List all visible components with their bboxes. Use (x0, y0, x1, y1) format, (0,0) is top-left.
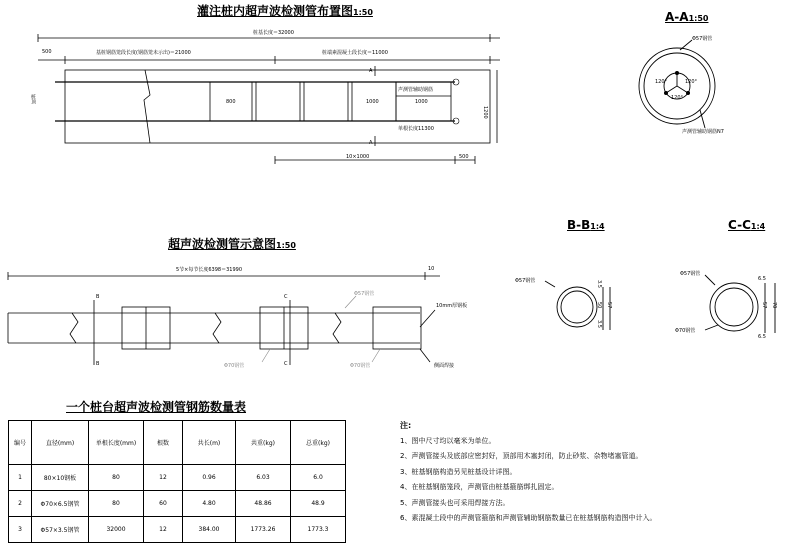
note-item: 4、在桩基钢筋笼段，声测管由桩基箍筋绑扎固定。 (400, 483, 559, 491)
cell: 12 (144, 465, 183, 491)
table-row (9, 465, 346, 491)
cc-pipe57-label: Φ57钢管 (680, 271, 701, 277)
th-total-weight: 总重(kg) (291, 421, 346, 465)
cell: 1 (9, 465, 32, 491)
dim-socket: 桩端素混凝土段长度＝11000 (322, 50, 388, 56)
section-aa-title: A-A1:50 (665, 10, 709, 24)
bb-dim-thk-bottom: 3.5 (596, 320, 602, 328)
dim-1000a: 1000 (366, 99, 379, 105)
bb-pipe-label: Φ57钢管 (515, 278, 536, 284)
cell: 2 (9, 491, 32, 517)
table-row (9, 491, 346, 517)
dim-left: 500 (42, 49, 52, 55)
note-item: 2、声测管接头及底部应密封好，顶部用木塞封闭，防止砂浆、杂物堵塞管道。 (400, 452, 643, 460)
cc-dim-57: 57 (761, 302, 767, 309)
notes-block (400, 418, 656, 527)
schematic-weld-label: 侧面焊接 (434, 363, 455, 369)
table-title: 一个桩台超声波检测管钢筋数量表 (66, 400, 247, 414)
cell: 32000 (89, 517, 144, 543)
dim-height: 1200 (482, 106, 488, 119)
dim-total: 桩基长度＝32000 (253, 30, 294, 36)
schematic-pipe70-label-2: Φ70钢管 (350, 363, 371, 369)
schematic-pipe57-label: Φ57钢管 (354, 291, 375, 297)
th-weight: 共重(kg) (236, 421, 291, 465)
aa-angle-1: 120° (655, 79, 668, 85)
cc-pipe70-label: Φ70钢管 (675, 328, 696, 334)
cell: 48.9 (291, 491, 346, 517)
section-mark-a-bottom: A (369, 140, 373, 146)
schematic-dim-total: 5节×每节长度6398＝31990 (176, 267, 243, 273)
layout-title: 灌注桩内超声波检测管布置图1:50 (197, 4, 373, 18)
aa-pipe-label: Φ57钢管 (692, 36, 713, 42)
cell: 1773.26 (236, 517, 291, 543)
cell: 12 (144, 517, 183, 543)
aa-angle-3: 120° (671, 95, 684, 101)
note-item: 6、素混凝土段中的声测管箍筋和声测管辅助钢筋数量已在桩基钢筋构造图中计入。 (400, 514, 657, 522)
cell: 60 (144, 491, 183, 517)
note-item: 3、桩基钢筋构造另见桩基设计详图。 (400, 467, 517, 476)
th-diameter: 直径(mm) (32, 421, 89, 465)
cc-dim-thk-bottom: 6.5 (758, 334, 766, 340)
dim-spacing: 10×1000 (346, 154, 370, 160)
label-single-length: 单根长度11300 (398, 126, 434, 132)
schematic-plate-label: 10mm厚钢板 (436, 303, 468, 309)
dim-cage: 基桩钢筋笼段长度(钢筋笼未示出)＝21000 (96, 50, 191, 56)
cell: Φ70×6.5钢管 (32, 491, 89, 517)
schematic-pipe70-label-1: Φ70钢管 (224, 363, 245, 369)
mark-b-bottom: B (96, 361, 100, 367)
mark-c-bottom: C (284, 361, 288, 367)
cell: 384.00 (183, 517, 236, 543)
cc-dim-thk-top: 6.5 (758, 276, 766, 282)
cell: Φ57×3.5钢管 (32, 517, 89, 543)
cell: 80×10钢板 (32, 465, 89, 491)
cell: 48.86 (236, 491, 291, 517)
note-item: 5、声测管接头也可采用焊接方法。 (400, 498, 510, 507)
aa-aux-label: 声测管辅助钢筋N7 (682, 129, 724, 135)
cell: 6.0 (291, 465, 346, 491)
th-total-length: 共长(m) (183, 421, 236, 465)
notes-title: 注: (400, 421, 412, 430)
bb-dim-outer: 57 (606, 302, 612, 309)
mark-c-top: C (284, 294, 288, 300)
section-mark-a-top: A (369, 68, 373, 74)
dim-1000b: 1000 (415, 99, 428, 105)
section-cc-title: C-C1:4 (728, 218, 766, 232)
table-header-row (9, 421, 346, 465)
th-no: 编号 (9, 421, 32, 465)
aa-angle-2: 120° (685, 79, 698, 85)
dim-right: 500 (459, 154, 469, 160)
th-count: 根数 (144, 421, 183, 465)
note-item: 1、图中尺寸均以毫米为单位。 (400, 436, 496, 445)
bb-dim-thk-top: 3.5 (596, 280, 602, 288)
cell: 80 (89, 491, 144, 517)
quantity-table (8, 420, 346, 543)
bb-dim-inner: 50 (596, 302, 602, 309)
left-side-label: 桩顶 (30, 94, 36, 104)
section-bb-title: B-B1:4 (567, 218, 605, 232)
cell: 1773.3 (291, 517, 346, 543)
label-aux-rebar: 声测管辅助钢筋 (398, 87, 434, 93)
table-row (9, 517, 346, 543)
schematic-title: 超声波检测管示意图1:50 (168, 237, 296, 251)
dim-800: 800 (226, 99, 236, 105)
cell: 80 (89, 465, 144, 491)
mark-b-top: B (96, 294, 100, 300)
cell: 4.80 (183, 491, 236, 517)
cell: 3 (9, 517, 32, 543)
schematic-dim-end: 10 (428, 266, 435, 272)
cc-dim-70: 70 (771, 302, 777, 309)
th-length: 单根长度(mm) (89, 421, 144, 465)
cell: 6.03 (236, 465, 291, 491)
cell: 0.96 (183, 465, 236, 491)
